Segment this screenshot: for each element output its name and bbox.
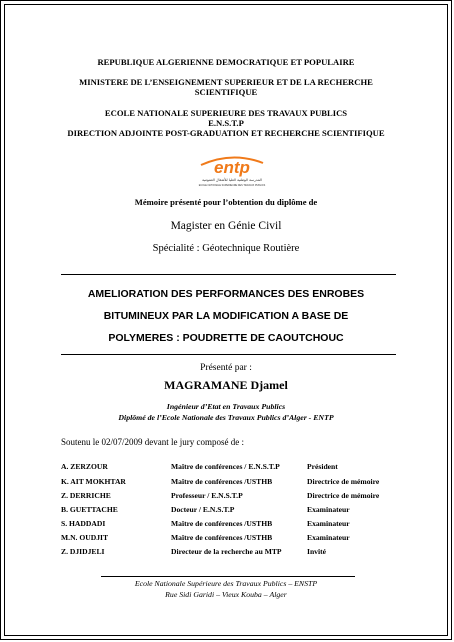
author-title1: Ingénieur d’Etat en Travaux Publics bbox=[166, 402, 286, 411]
header-ministry: MINISTERE DE L’ENSEIGNEMENT SUPERIEUR ET DE LA RECHERCHE bbox=[79, 77, 373, 87]
header-school: ECOLE NATIONALE SUPERIEURE DES TRAVAUX PUBLICS bbox=[104, 108, 348, 118]
header-ministry-cont: SCIENTIFIQUE bbox=[194, 87, 258, 97]
jury-grade: Maître de conférences / E.N.S.T.P bbox=[171, 462, 280, 471]
header-acronym: E.N.S.T.P bbox=[208, 118, 244, 128]
jury-name: S. HADDADI bbox=[61, 519, 106, 528]
author-title2: Diplômé de l’Ecole Nationale des Travaux Publics d’Alger - ENTP bbox=[118, 413, 334, 422]
jury-grade: Maître de conférences /USTHB bbox=[171, 519, 273, 528]
thesis-title-line2: BITUMINEUX PAR LA MODIFICATION A BASE DE bbox=[103, 310, 349, 322]
footer-rule bbox=[101, 576, 355, 577]
logo-subtitle: ECOLE NATIONALE SUPERIEURE DES TRAVAUX PUBLICS bbox=[198, 184, 266, 187]
jury-role: Directrice de mémoire bbox=[307, 477, 380, 486]
author-name: MAGRAMANE Djamel bbox=[164, 378, 288, 392]
jury-grade: Professeur / E.N.S.T.P bbox=[171, 491, 243, 500]
jury-row bbox=[61, 505, 401, 517]
jury-name: A. ZERZOUR bbox=[61, 462, 108, 471]
jury-role: Invité bbox=[307, 547, 326, 556]
memoire-intro: Mémoire présenté pour l’obtention du diplôme de bbox=[134, 197, 318, 207]
jury-role: Président bbox=[307, 462, 338, 471]
jury-grade: Docteur / E.N.S.T.P bbox=[171, 505, 235, 514]
presented-by: Présenté par : bbox=[200, 363, 252, 373]
entp-logo bbox=[197, 149, 267, 191]
jury-role: Examinateur bbox=[307, 533, 350, 542]
header-direction: DIRECTION ADJOINTE POST-GRADUATION ET RECHERCHE SCIENTIFIQUE bbox=[67, 128, 385, 138]
jury-name: Z. DJIDJELI bbox=[61, 547, 105, 556]
jury-row bbox=[61, 491, 401, 503]
jury-row bbox=[61, 477, 401, 489]
jury-name: M.N. OUDJIT bbox=[61, 533, 109, 542]
header-republic: REPUBLIQUE ALGERIENNE DEMOCRATIQUE ET POPULAIRE bbox=[97, 57, 355, 67]
jury-role: Examinateur bbox=[307, 519, 350, 528]
jury-row bbox=[61, 533, 401, 545]
jury-row bbox=[61, 462, 401, 474]
entp-logo-graphic bbox=[197, 149, 267, 191]
title-rule-bottom bbox=[61, 354, 396, 355]
logo-text: entp bbox=[214, 158, 250, 177]
jury-row bbox=[61, 547, 401, 559]
jury-role: Directrice de mémoire bbox=[307, 491, 380, 500]
thesis-title-line1: AMELIORATION DES PERFORMANCES DES ENROBES bbox=[87, 288, 365, 300]
jury-name: B. GUETTACHE bbox=[61, 505, 118, 514]
jury-role: Examinateur bbox=[307, 505, 350, 514]
speciality: Spécialité : Géotechnique Routière bbox=[152, 243, 300, 254]
jury-name: Z. DERRICHE bbox=[61, 491, 111, 500]
jury-row bbox=[61, 519, 401, 531]
degree: Magister en Génie Civil bbox=[170, 220, 282, 232]
title-rule-top bbox=[61, 274, 396, 275]
footer-address: Rue Sidi Garidi – Vieux Kouba – Alger bbox=[165, 590, 287, 599]
thesis-title-line3: POLYMERES : POUDRETTE DE CAOUTCHOUC bbox=[108, 332, 344, 344]
defense-date: Soutenu le 02/07/2009 devant le jury composé de : bbox=[61, 437, 244, 447]
jury-name: K. AIT MOKHTAR bbox=[61, 477, 126, 486]
jury-grade: Directeur de la recherche au MTP bbox=[171, 547, 282, 556]
logo-arabic: المدرسة الوطنية العليا للأشغال العمومية bbox=[202, 178, 262, 182]
jury-grade: Maître de conférences /USTHB bbox=[171, 533, 273, 542]
jury-grade: Maître de conférences /USTHB bbox=[171, 477, 273, 486]
footer-school: Ecole Nationale Supérieure des Travaux Publics – ENSTP bbox=[134, 579, 318, 588]
